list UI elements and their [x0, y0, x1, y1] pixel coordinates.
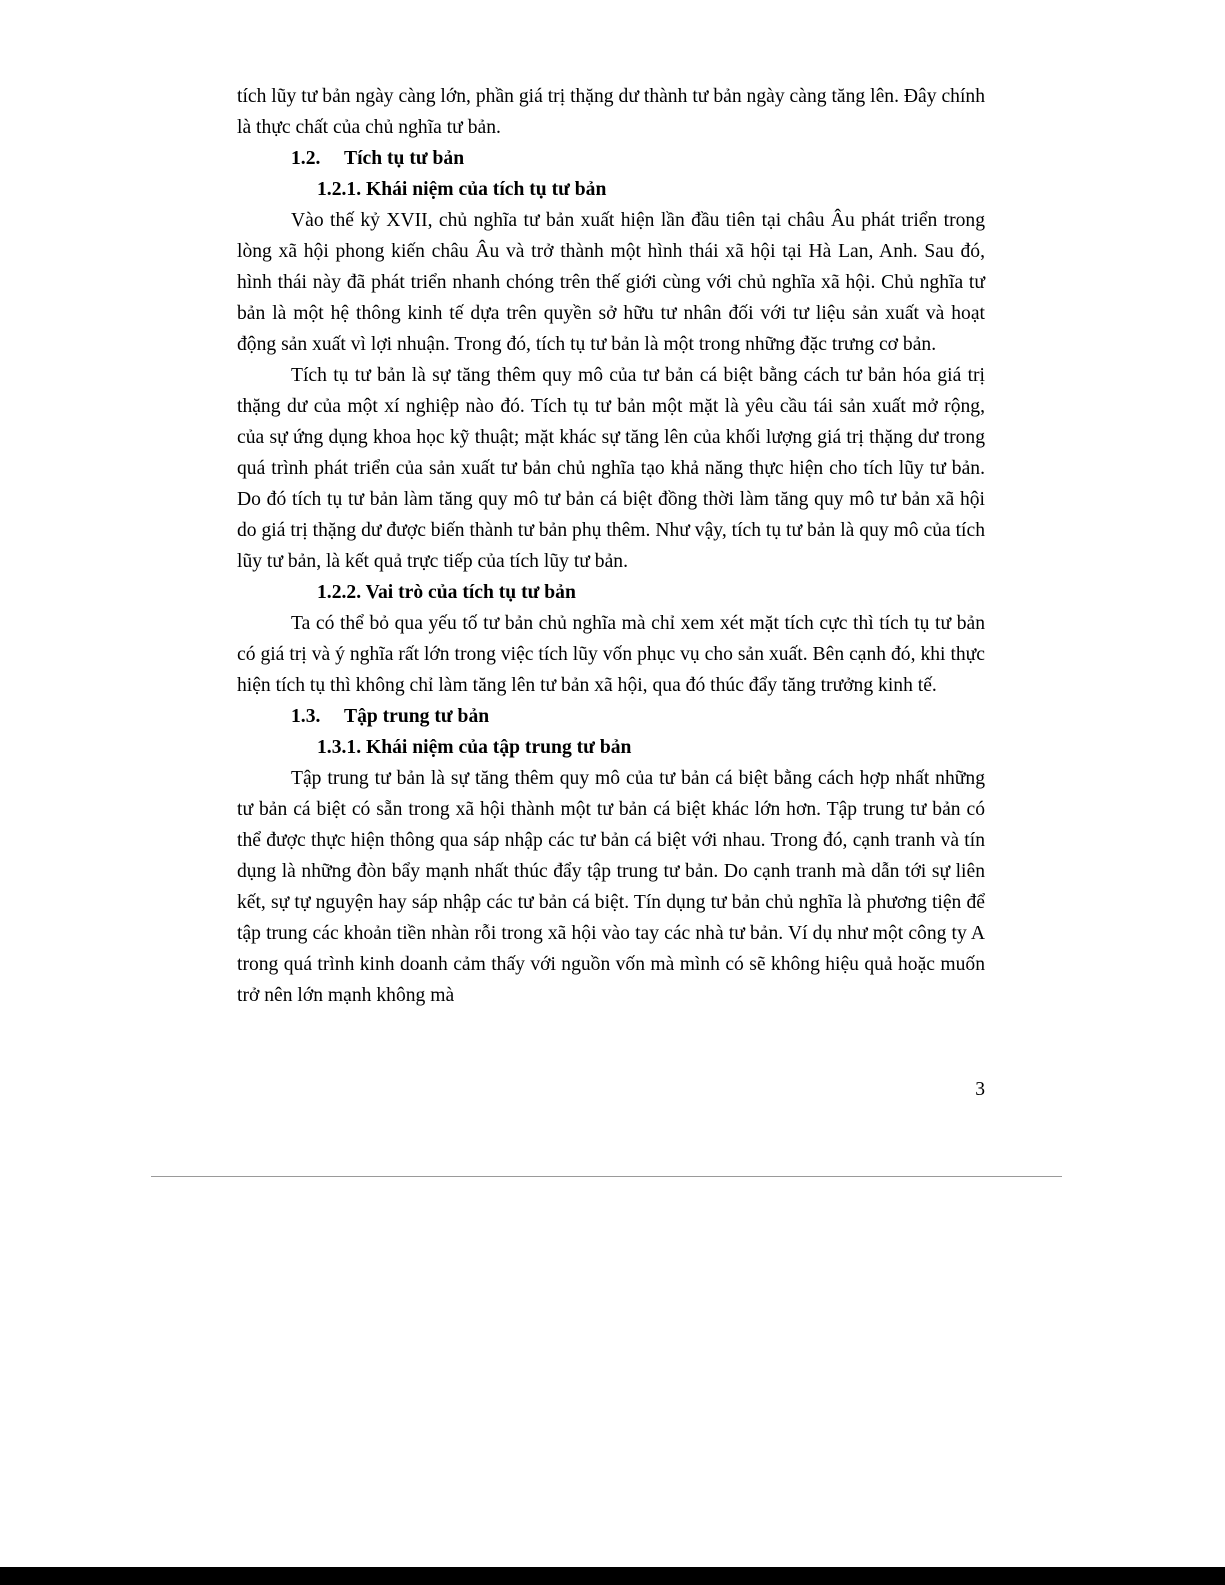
section-number: 1.2. [291, 148, 321, 169]
section-title: Tích tụ tư bản [344, 148, 465, 169]
page-divider [151, 1176, 1062, 1177]
subsection-heading-1-2-2: 1.2.2. Vai trò của tích tụ tư bản [317, 582, 576, 603]
paragraph: Tập trung tư bản là sự tăng thêm quy mô của tư bản cá biệt bằng cách hợp nhất những tư bản cá biệt có sẵn trong xã hội thành một tư bản cá biệt khác lớn hơn. Tập trung tư bản có thể được thực hiện thông qua sáp nhập các tư bản cá biệt với nhau. Trong đó, cạnh tranh và tín dụng là những đòn bẩy mạnh nhất thúc đẩy tập trung tư bản. Do cạnh tranh mà dẫn tới sự liên kết, sự tự nguyện hay sáp nhập các tư bản cá biệt. Tín dụng tư bản chủ nghĩa là phương tiện để tập trung các khoản tiền nhàn rỗi trong xã hội vào tay các nhà tư bản. Ví dụ như một công ty A trong quá trình kinh doanh cảm thấy với nguồn vốn mà mình có sẽ không hiệu quả hoặc muốn trở nên lớn mạnh không mà [237, 768, 985, 1006]
page-bottom-edge [0, 1567, 1225, 1585]
subsection-heading-1-2-1: 1.2.1. Khái niệm của tích tụ tư bản [317, 179, 607, 200]
page-number: 3 [975, 1079, 985, 1100]
paragraph: Tích tụ tư bản là sự tăng thêm quy mô của tư bản cá biệt bằng cách tư bản hóa giá trị thặng dư của một xí nghiệp nào đó. Tích tụ tư bản một mặt là yêu cầu tái sản xuất mở rộng, của sự ứng dụng khoa học kỹ thuật; mặt khác sự tăng lên của khối lượng giá trị thặng dư trong quá trình phát triển của sản xuất tư bản chủ nghĩa tạo khả năng thực hiện cho tích lũy tư bản. Do đó tích tụ tư bản làm tăng quy mô tư bản cá biệt đồng thời làm tăng quy mô tư bản xã hội do giá trị thặng dư được biến thành tư bản phụ thêm. Như vậy, tích tụ tư bản là quy mô của tích lũy tư bản, là kết quả trực tiếp của tích lũy tư bản. [237, 365, 985, 572]
paragraph-continued: tích lũy tư bản ngày càng lớn, phần giá trị thặng dư thành tư bản ngày càng tăng lên. Đây chính là thực chất của chủ nghĩa tư bản. [237, 86, 985, 138]
paragraph: Ta có thể bỏ qua yếu tố tư bản chủ nghĩa mà chỉ xem xét mặt tích cực thì tích tụ tư bản có giá trị và ý nghĩa rất lớn trong việc tích lũy vốn phục vụ cho sản xuất. Bên cạnh đó, khi thực hiện tích tụ thì không chỉ làm tăng lên tư bản xã hội, qua đó thúc đẩy tăng trưởng kinh tế. [237, 613, 985, 696]
paragraph: Vào thế kỷ XVII, chủ nghĩa tư bản xuất hiện lần đầu tiên tại châu Âu phát triển trong lòng xã hội phong kiến châu Âu và trở thành một hình thái xã hội tại Hà Lan, Anh. Sau đó, hình thái này đã phát triển nhanh chóng trên thế giới cùng với chủ nghĩa xã hội. Chủ nghĩa tư bản là một hệ thông kinh tế dựa trên quyền sở hữu tư nhân đối với tư liệu sản xuất và hoạt động sản xuất vì lợi nhuận. Trong đó, tích tụ tư bản là một trong những đặc trưng cơ bản. [237, 210, 985, 355]
section-title: Tập trung tư bản [344, 706, 490, 727]
section-heading-1-3 [237, 701, 985, 732]
page-body [237, 81, 985, 1011]
section-number: 1.3. [291, 706, 321, 727]
section-heading-1-2 [237, 143, 985, 174]
subsection-heading-1-3-1: 1.3.1. Khái niệm của tập trung tư bản [317, 737, 632, 758]
